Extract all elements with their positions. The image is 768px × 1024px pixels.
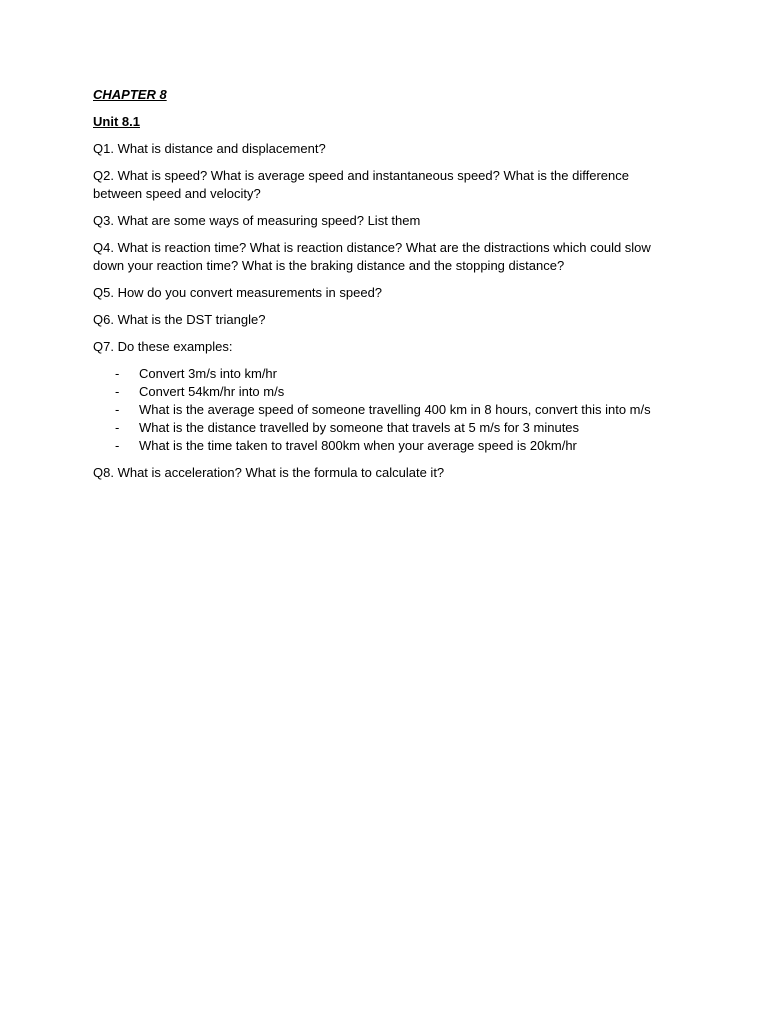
question-2: Q2. What is speed? What is average speed and instantaneous speed? What is the difference between speed and velocity? bbox=[93, 168, 629, 201]
question-7: Q7. Do these examples: bbox=[93, 339, 233, 354]
bullet-dash: - bbox=[115, 366, 120, 381]
example-item bbox=[93, 365, 673, 383]
question-6: Q6. What is the DST triangle? bbox=[93, 312, 266, 327]
question-4: Q4. What is reaction time? What is reaction distance? What are the distractions which could slow down your reaction time? What is the braking distance and the stopping distance? bbox=[93, 240, 651, 273]
example-item bbox=[93, 437, 673, 455]
bullet-dash: - bbox=[115, 420, 120, 435]
example-item bbox=[93, 419, 673, 437]
question-8: Q8. What is acceleration? What is the formula to calculate it? bbox=[93, 465, 445, 480]
examples-list bbox=[93, 365, 673, 455]
example-text: What is the average speed of someone travelling 400 km in 8 hours, convert this into m/s bbox=[139, 402, 651, 417]
chapter-heading: CHAPTER 8 bbox=[93, 87, 167, 102]
question-1: Q1. What is distance and displacement? bbox=[93, 141, 326, 156]
unit-heading: Unit 8.1 bbox=[93, 114, 140, 129]
example-item bbox=[93, 401, 673, 419]
example-text: What is the time taken to travel 800km when your average speed is 20km/hr bbox=[139, 438, 577, 453]
example-item bbox=[93, 383, 673, 401]
bullet-dash: - bbox=[115, 384, 120, 399]
bullet-dash: - bbox=[115, 438, 120, 453]
question-3: Q3. What are some ways of measuring speed? List them bbox=[93, 213, 421, 228]
example-text: Convert 3m/s into km/hr bbox=[139, 366, 277, 381]
bullet-dash: - bbox=[115, 402, 120, 417]
example-text: Convert 54km/hr into m/s bbox=[139, 384, 285, 399]
question-5: Q5. How do you convert measurements in speed? bbox=[93, 285, 383, 300]
example-text: What is the distance travelled by someone that travels at 5 m/s for 3 minutes bbox=[139, 420, 580, 435]
document-body bbox=[93, 86, 673, 491]
